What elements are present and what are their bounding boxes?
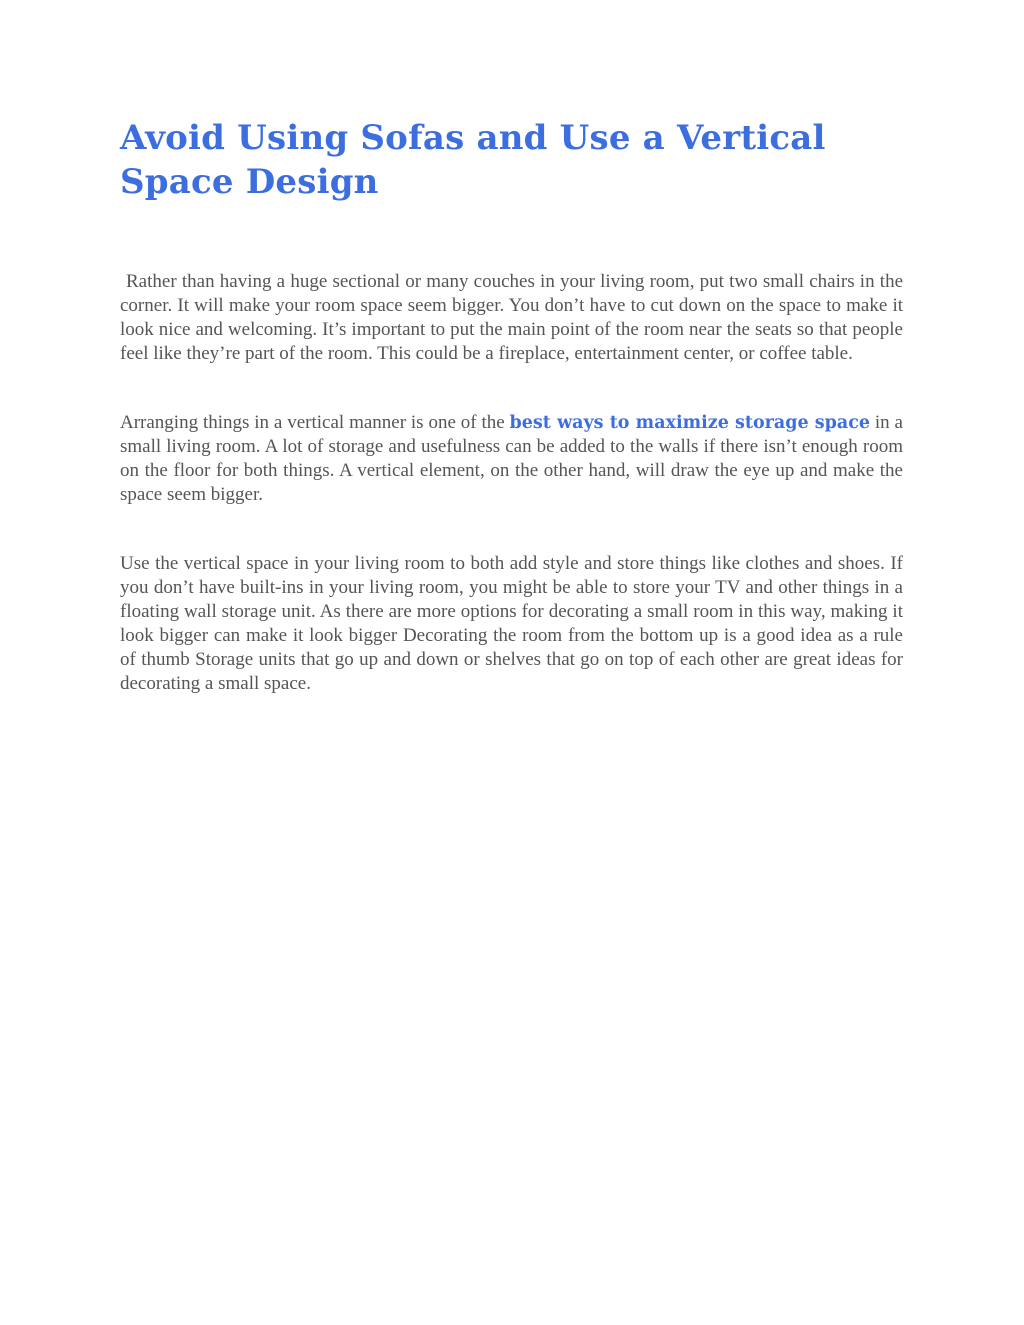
paragraph-intro: Rather than having a huge sectional or many couches in your living room, put two small chairs in the corner. It will make your room space seem bigger. You don’t have to cut down on the space to make it look nice and welcoming. It’s important to put the main point of the room near the seats so that people feel like they’re part of the room. This could be a fireplace, entertainment center, or coffee table. [120,271,903,364]
paragraph-text-after-link: in a small living room. A lot of storage and usefulness can be added to the walls if there isn’t enough room on the floor for both things. A vertical element, on the other hand, will draw the eye up and make the space seem bigger. [120,412,903,505]
paragraph-text-before-link: Arranging things in a vertical manner is one of the [120,412,510,433]
paragraph-vertical-space-tips: Use the vertical space in your living room to both add style and store things like clothes and shoes. If you don’t have built-ins in your living room, you might be able to store your TV and other things in a floating wall storage unit. As there are more options for decorating a small room in this way, making it look bigger can make it look bigger Decorating the room from the bottom up is a good idea as a rule of thumb Storage units that go up and down or shelves that go on top of each other are great ideas for decorating a small space. [120,553,903,694]
paragraph-vertical-arrangement [120,411,903,507]
storage-space-link[interactable]: best ways to maximize storage space [509,413,871,433]
document-page [120,116,903,696]
page-title: Avoid Using Sofas and Use a Vertical Space Design [120,118,826,202]
